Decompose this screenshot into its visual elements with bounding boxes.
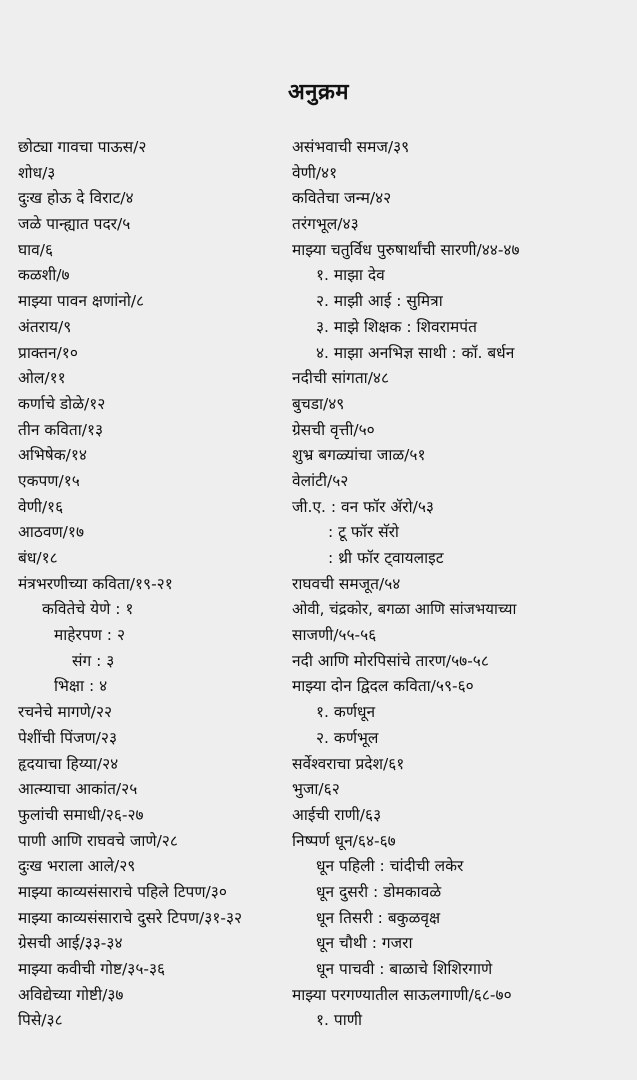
- toc-subentry: ४. माझा अनभिज्ञ साथी : कॉ. बर्धन: [316, 343, 515, 362]
- toc-entry: असंभवाची समज/३९: [292, 138, 410, 156]
- toc-entry: माझ्या पावन क्षणांनो/८: [18, 292, 145, 311]
- toc-subentry: ३. माझे शिक्षक : शिवरामपंत: [316, 317, 477, 336]
- toc-subentry: धून चौथी : गजरा: [316, 934, 413, 953]
- toc-entry: नदी आणि मोरपिसांचे तारण/५७-५८: [292, 651, 489, 670]
- toc-entry: आठवण/१७: [18, 523, 85, 542]
- toc-entry: एकपण/१५: [18, 471, 80, 490]
- toc-entry: पाणी आणि राघवचे जाणे/२८: [18, 831, 178, 850]
- toc-entry: माझ्या चतुर्विध पुरुषार्थांची सारणी/४४-४७: [292, 240, 520, 259]
- toc-entry: शोध/३: [18, 163, 56, 182]
- toc-entry: माझ्या दोन द्विदल कविता/५९-६०: [292, 677, 474, 696]
- toc-subentry: १. माझा देव: [316, 266, 385, 285]
- toc-entry: दुःख होऊ दे विराट/४: [18, 189, 134, 208]
- toc-entry: पेशींची पिंजण/२३: [18, 728, 118, 747]
- toc-entry: हृदयाचा हिय्या/२४: [18, 754, 119, 773]
- toc-subentry: २. कर्णभूल: [316, 728, 379, 747]
- toc-entry: प्राक्तन/१०: [18, 343, 78, 362]
- toc-subentry: माहेरपण : २: [54, 626, 126, 645]
- toc-entry: छोट्या गावचा पाऊस/२: [18, 138, 147, 156]
- toc-entry: घाव/६: [18, 240, 54, 259]
- toc-entry: दुःख भराला आले/२९: [18, 857, 136, 876]
- toc-entry: ओवी, चंद्रकोर, बगळा आणि सांजभयाच्या: [292, 600, 517, 619]
- toc-entry: ओल/११: [18, 369, 66, 388]
- toc-entry: कर्णाचे डोळे/१२: [18, 394, 106, 413]
- toc-entry: जळे पान्ह्यात पदर/५: [18, 215, 131, 234]
- toc-entry: बुचडा/४९: [292, 394, 345, 413]
- toc-subentry: १. कर्णधून: [316, 703, 376, 722]
- toc-right-column: [292, 135, 632, 1034]
- toc-subentry: कवितेचे येणे : १: [42, 600, 134, 619]
- toc-entry: अविद्येच्या गोष्टी/३७: [18, 985, 124, 1004]
- toc-entry: पिसे/३८: [18, 1011, 63, 1030]
- toc-entry: माझ्या कवीची गोष्ट/३५-३६: [18, 960, 166, 978]
- toc-subentry: : टू फॉर सॅरो: [328, 523, 399, 542]
- toc-entry: वेणी/१६: [18, 497, 64, 516]
- toc-entry: तीन कविता/१३: [18, 420, 104, 439]
- toc-entry: वेलांटी/५२: [292, 471, 349, 490]
- toc-entry: सर्वेश्वराचा प्रदेश/६१: [292, 754, 405, 773]
- toc-entry: ग्रेसची वृत्ती/५०: [292, 420, 375, 439]
- toc-entry: तरंगभूल/४३: [292, 215, 359, 234]
- toc-entry: कवितेचा जन्म/४२: [292, 189, 392, 208]
- toc-entry: वेणी/४१: [292, 163, 338, 182]
- toc-entry: आईची राणी/६३: [292, 805, 382, 824]
- toc-subentry: धून तिसरी : बकुळवृक्ष: [316, 908, 441, 927]
- toc-entry: रचनेचे मागणे/२२: [18, 703, 113, 722]
- toc-subentry: २. माझी आई : सुमित्रा: [316, 292, 443, 311]
- toc-entry: जी.ए. : वन फॉर ॲरो/५३: [292, 497, 434, 516]
- toc-subentry: धून पहिली : चांदीची लकेर: [316, 857, 464, 876]
- toc-subentry: १. पाणी: [316, 1011, 362, 1030]
- toc-entry: राघवची समजूत/५४: [292, 574, 401, 593]
- toc-entry: आत्म्याचा आकांत/२५: [18, 780, 138, 799]
- toc-entry-continuation: साजणी/५५-५६: [292, 626, 377, 645]
- toc-entry: ग्रेसची आई/३३-३४: [18, 934, 123, 953]
- toc-entry: अभिषेक/१४: [18, 446, 87, 465]
- toc-entry: शुभ्र बगळ्यांचा जाळ/५१: [292, 446, 426, 465]
- toc-entry: निष्पर्ण धून/६४-६७: [292, 831, 396, 850]
- toc-subentry: भिक्षा : ४: [54, 677, 108, 696]
- toc-entry: माझ्या काव्यसंसाराचे पहिले टिपण/३०: [18, 882, 227, 901]
- toc-entry: मंत्रभरणीच्या कविता/१९-२१: [18, 574, 173, 593]
- toc-subentry: : थ्री फॉर ट्वायलाइट: [328, 549, 444, 567]
- toc-entry: माझ्या परगण्यातील साऊलगाणी/६८-७०: [292, 985, 512, 1004]
- toc-entry: माझ्या काव्यसंसाराचे दुसरे टिपण/३१-३२: [18, 908, 243, 927]
- toc-subentry: संग : ३: [72, 651, 115, 670]
- toc-subentry: धून पाचवी : बाळाचे शिशिरगाणे: [316, 960, 493, 978]
- toc-entry: फुलांची समाधी/२६-२७: [18, 805, 144, 824]
- toc-entry: नदीची सांगता/४८: [292, 369, 390, 388]
- toc-entry: भुजा/६२: [292, 780, 340, 799]
- toc-entry: कळशी/७: [18, 266, 70, 285]
- toc-subentry: धून दुसरी : डोमकावळे: [316, 882, 442, 901]
- page-title: अनुक्रम: [287, 80, 350, 105]
- toc-entry: बंध/१८: [18, 549, 58, 567]
- toc-left-column: [18, 135, 310, 1034]
- toc-entry: अंतराय/९: [18, 317, 72, 336]
